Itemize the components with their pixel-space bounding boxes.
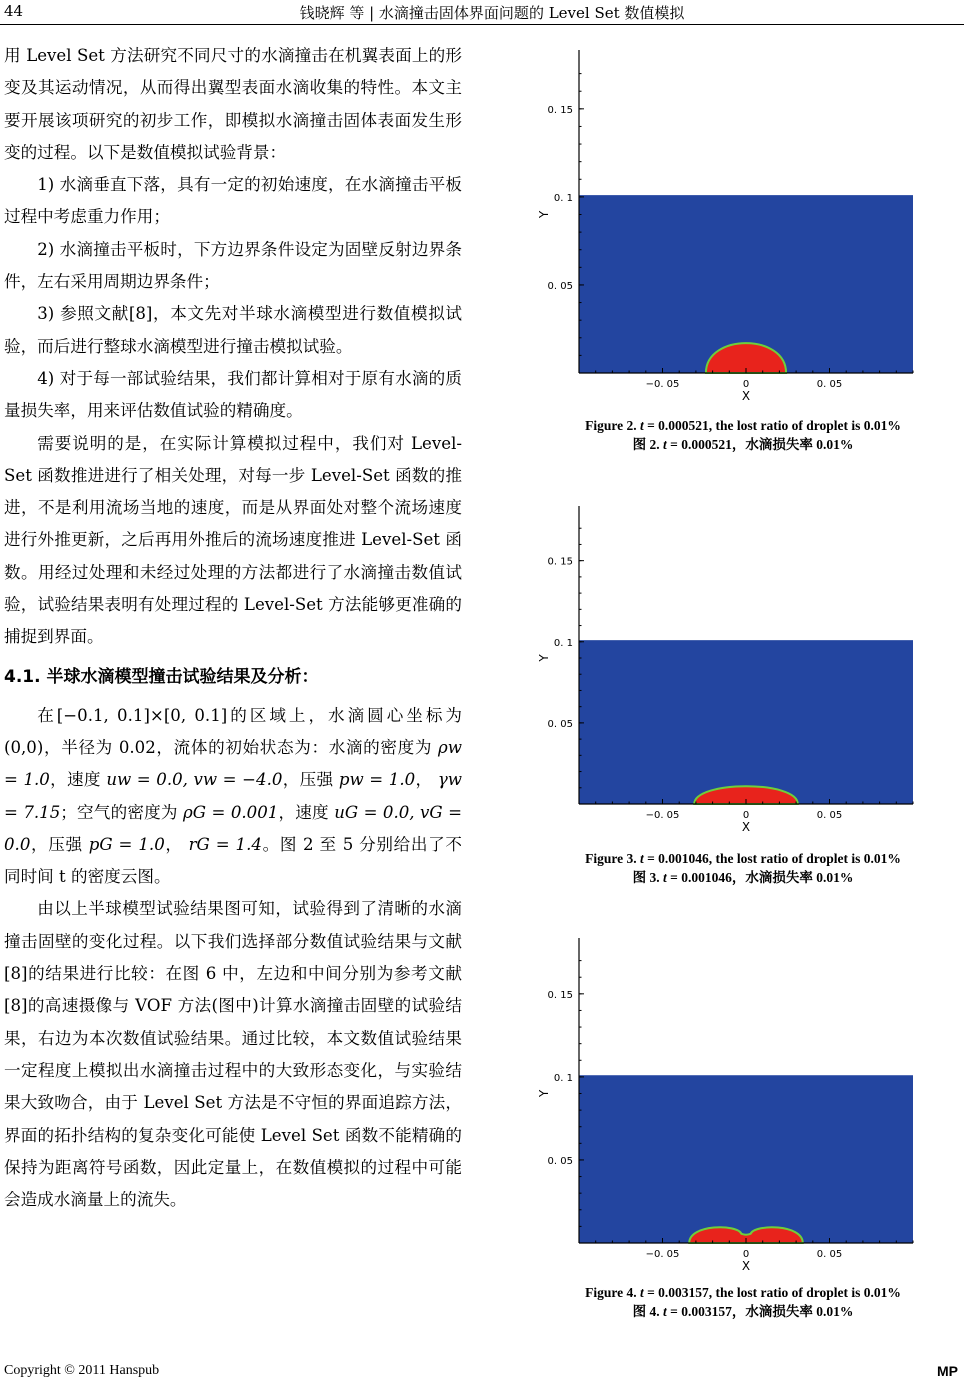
y-axis-label: Y	[537, 210, 551, 219]
x-tick-label: −0. 05	[645, 810, 680, 821]
math-rho-g: ρG = 0.001	[183, 802, 279, 822]
footer-copyright: Copyright © 2011 Hanspub	[4, 1363, 160, 1378]
text-segment: ，压强	[30, 834, 83, 854]
figure-4-caption	[522, 1283, 964, 1321]
x-tick-label: −0. 05	[645, 379, 680, 390]
text-segment: 的区域上，水滴圆心坐标为	[227, 705, 463, 725]
figure-4-plot	[522, 928, 964, 1280]
caption-rest: = 0.003157, the lost ratio of droplet is 0.01%	[643, 1285, 901, 1300]
caption-rest: = 0.001046, the lost ratio of droplet is 0.01%	[643, 851, 901, 866]
body-text-column	[4, 40, 462, 1216]
math-uv-w: uw = 0.0, vw = −4.0	[106, 770, 283, 790]
caption-prefix: Figure 3.	[585, 851, 637, 866]
caption-t: t	[663, 870, 667, 885]
caption-rest: = 0.000521, the lost ratio of droplet is 0.01%	[643, 418, 901, 433]
y-tick-label: 0. 05	[547, 1155, 573, 1167]
water-layer	[579, 640, 913, 804]
math-domain: [−0.1, 0.1]×[0, 0.1]	[56, 705, 228, 725]
text-segment: 。图 2 至 5 分别给出了不同时间 t 的密度云图。	[4, 834, 463, 887]
caption-rest: = 0.000521，水滴损失率 0.01%	[666, 437, 854, 452]
x-axis-label: X	[741, 389, 751, 403]
caption-prefix: Figure 2.	[585, 418, 637, 433]
x-tick-label: 0	[742, 810, 750, 821]
text-segment: ，压强	[282, 770, 334, 790]
y-tick-label: 0. 1	[553, 1072, 573, 1084]
math-uv-g: uG = 0.0, vG = 0.0	[4, 802, 462, 854]
caption-en	[522, 416, 964, 435]
y-axis-label: Y	[537, 1089, 551, 1098]
water-layer	[579, 1075, 913, 1243]
caption-en	[522, 1283, 964, 1302]
math-gamma-w: γw = 7.15	[4, 770, 463, 822]
figure-2	[522, 40, 964, 460]
paragraph-levelset: 需要说明的是，在实际计算模拟过程中，我们对 Level-Set 函数推进进行了相关处理，对每一步 Level-Set 函数的推进，不是利用流场当地的速度，而是从界面处对整个流场速度进行外推更新，之后再用外推后的流场速度推进 Level-Set 函数。用经过处理和未经过处理的方法都进行了水滴撞击数值试验，试验结果表明有处理过程的 Level-Set 方法能够更准确的捕捉到界面。	[4, 433, 462, 647]
y-tick-label: 0. 1	[553, 637, 573, 649]
x-tick-label: 0	[742, 1249, 750, 1260]
footer-mark: MP	[937, 1363, 958, 1379]
text-segment: ，速度	[49, 770, 101, 790]
caption-rest: = 0.001046，水滴损失率 0.01%	[666, 870, 854, 885]
paragraph-intro: 用 Level Set 方法研究不同尺寸的水滴撞击在机翼表面上的形变及其运动情况，从而得出翼型表面水滴收集的特性。本文主要开展该项研究的初步工作，即模拟水滴撞击固体表面发生形变的过程。以下是数值模拟试验背景：	[4, 46, 462, 162]
y-axis-label: Y	[537, 654, 551, 662]
caption-prefix: 图 3.	[632, 870, 660, 885]
y-tick-label: 0. 15	[547, 989, 573, 1001]
caption-en	[522, 849, 964, 868]
caption-prefix: Figure 4.	[585, 1285, 637, 1300]
figure-2-caption	[522, 416, 964, 454]
caption-t: t	[639, 1285, 644, 1300]
x-tick-label: −0. 05	[645, 1249, 680, 1260]
list-item-1: 1) 水滴垂直下落，具有一定的初始速度，在水滴撞击平板过程中考虑重力作用；	[4, 175, 462, 227]
y-tick-label: 0. 1	[553, 192, 573, 204]
caption-t: t	[663, 437, 667, 452]
running-title: 钱晓辉 等 | 水滴撞击固体界面问题的 Level Set 数值模拟	[299, 4, 685, 22]
x-tick-label: 0. 05	[816, 379, 843, 390]
paragraph-parameters: 在[−0.1, 0.1]×[0, 0.1]的区域上，水滴圆心坐标为(0,0)，半径为 0.02，流体的初始状态为：水滴的密度为 ρw = 1.0，速度 uw = 0.0, vw = −4.0，压强 pw = 1.0， γw = 7.15；空气的密度为 ρG = 0.001，速度 uG = 0.0, vG = 0.0，压强 pG = 1.0， rG = 1.4。图 2 至 5 分别给出了不同时间 t 的密度云图。	[4, 705, 463, 887]
x-tick-label: 0. 05	[816, 810, 843, 821]
figure-3	[522, 496, 964, 896]
text-segment: ，半径为 0.02，流体的初始状态为：水滴的密度为	[43, 737, 433, 757]
section-heading: 4.1. 半球水滴模型撞击试验结果及分析：	[4, 666, 319, 687]
list-item-3: 3) 参照文献[8]，本文先对半球水滴模型进行数值模拟试验，而后进行整球水滴模型进行撞击模拟试验。	[4, 304, 462, 356]
math-p-g: pG = 1.0	[88, 834, 165, 854]
caption-zh	[522, 1302, 964, 1321]
x-tick-label: 0	[742, 379, 750, 390]
list-item-4: 4) 对于每一部试验结果，我们都计算相对于原有水滴的质量损失率，用来评估数值试验的精确度。	[4, 368, 462, 421]
paragraph-results: 由以上半球模型试验结果图可知，试验得到了清晰的水滴撞击固壁的变化过程。以下我们选择部分数值试验结果与文献[8]的结果进行比较：在图 6 中，左边和中间分别为参考文献[8]的高速摄像与 VOF 方法(图中)计算水滴撞击固壁的试验结果，右边为本次数值试验结果。通过比较，本文数值试验结果一定程度上模拟出水滴撞击过程中的大致形态变化，与实验结果大致吻合，由于 Level Set 方法是不守恒的界面追踪方法，界面的拓扑结构的复杂变化可能使 Level Set 函数不能精确的保持为距离符号函数，因此定量上，在数值模拟的过程中可能会造成水滴量上的流失。	[4, 899, 462, 1210]
caption-zh	[522, 868, 964, 887]
y-tick-label: 0. 15	[547, 556, 573, 568]
figure-3-plot	[522, 496, 964, 841]
figure-3-caption	[522, 849, 964, 887]
caption-t: t	[639, 851, 644, 866]
text-segment: 在	[37, 705, 57, 725]
header-rule	[0, 24, 964, 25]
x-axis-label: X	[741, 1259, 751, 1273]
figure-2-plot	[522, 40, 964, 410]
figure-4	[522, 928, 964, 1328]
math-center: (0,0)	[4, 737, 44, 757]
caption-t: t	[639, 418, 644, 433]
x-tick-label: 0. 05	[816, 1249, 843, 1260]
y-tick-label: 0. 15	[547, 104, 573, 116]
x-axis-label: X	[741, 820, 751, 834]
caption-prefix: 图 4.	[632, 1304, 660, 1319]
math-r-g: rG = 1.4	[188, 834, 262, 854]
math-rho-w: ρw = 1.0	[4, 737, 462, 790]
y-tick-label: 0. 05	[547, 718, 573, 730]
math-p-w: pw = 1.0	[338, 770, 416, 790]
caption-t: t	[663, 1304, 667, 1319]
text-segment: ，速度	[278, 802, 329, 822]
page-number: 44	[4, 2, 24, 20]
text-segment: ；空气的密度为	[60, 802, 178, 822]
list-item-2: 2) 水滴撞击平板时，下方边界条件设定为固壁反射边界条件，左右采用周期边界条件；	[4, 239, 462, 292]
caption-rest: = 0.003157，水滴损失率 0.01%	[666, 1304, 854, 1319]
y-tick-label: 0. 05	[547, 280, 573, 292]
caption-prefix: 图 2.	[632, 437, 660, 452]
caption-zh	[522, 435, 964, 454]
